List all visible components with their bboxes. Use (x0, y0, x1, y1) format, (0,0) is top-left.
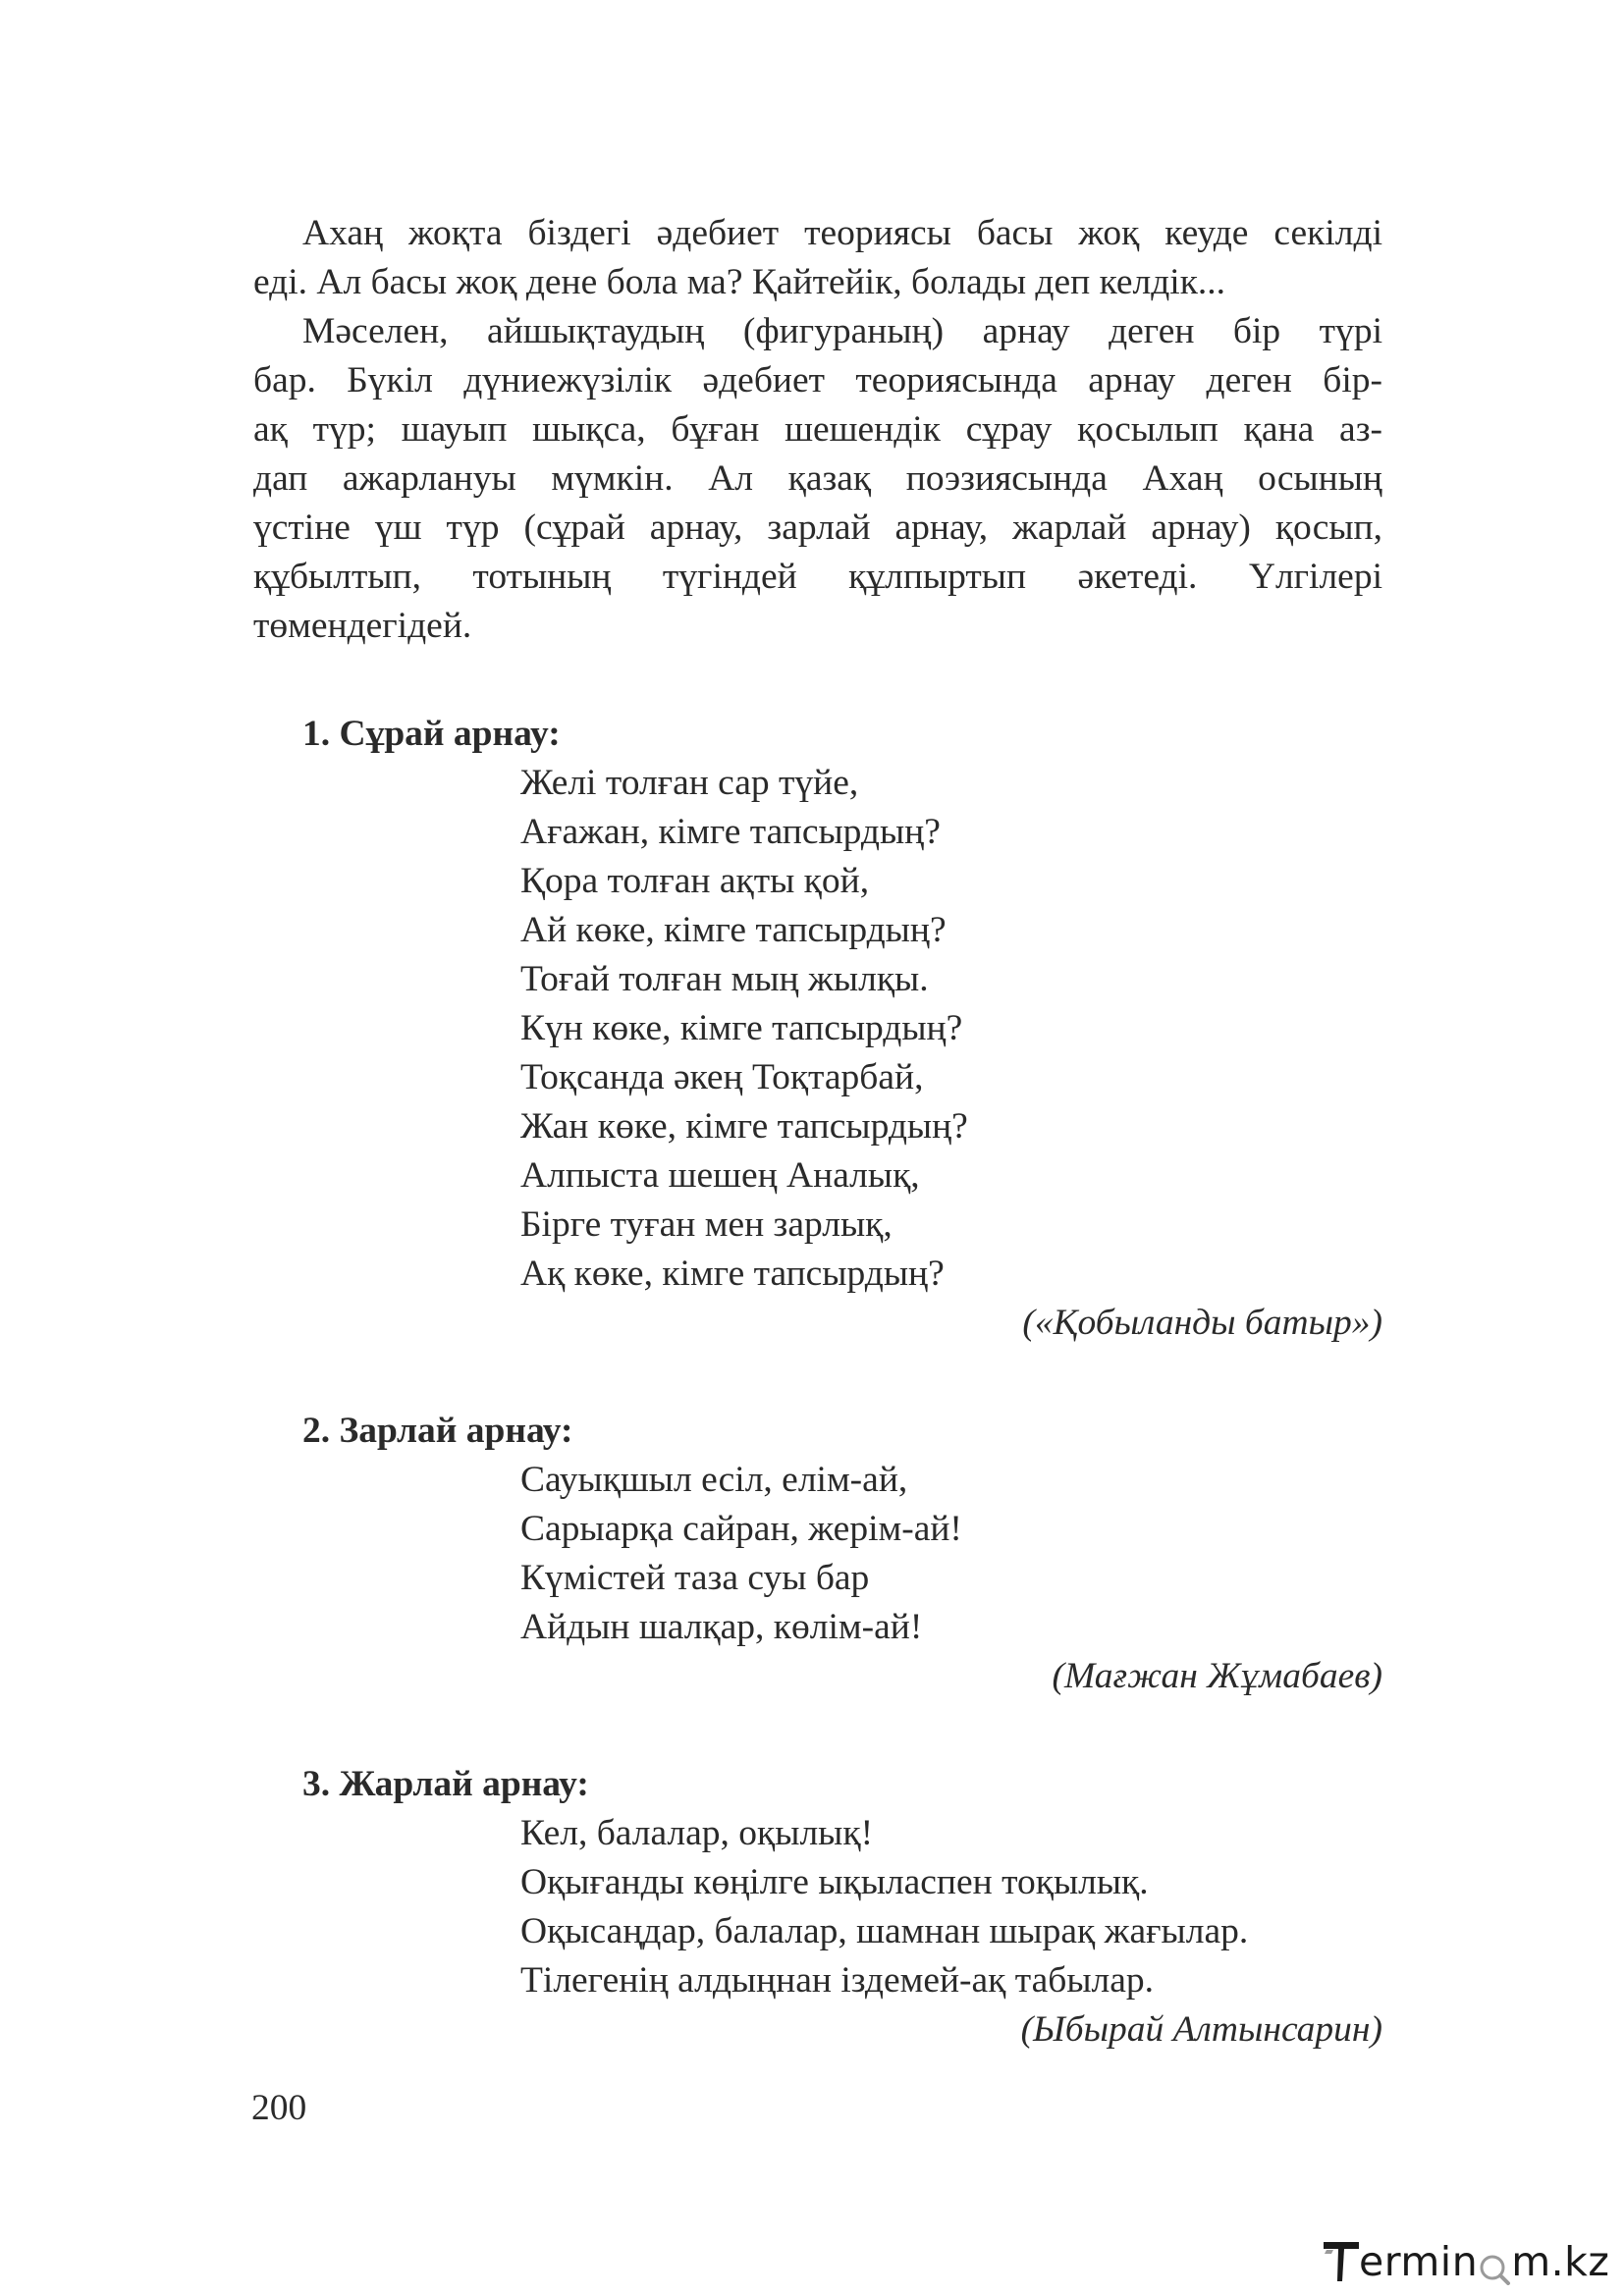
verse-line: Күн көке, кімге тапсырдың? (520, 1008, 963, 1048)
magnifier-icon (1478, 2246, 1511, 2285)
verse-line: Оқығанды көңілге ықыласпен тоқылық. (520, 1862, 1149, 1902)
verse-line: Алпыста шешең Аналық, (520, 1155, 920, 1196)
text-line: еді. Ал басы жоқ дене бола ма? Қайтейік, болады деп келдік... (253, 262, 1226, 302)
text-line: төмендегідей. (253, 606, 472, 646)
text-line: құбылтып, тотының түгіндей құлпыртып әкетеді. Үлгілері (253, 557, 1382, 597)
verse-line: Бірге туған мен зарлық, (520, 1204, 893, 1245)
text-line: ақ түр; шауып шықса, бұған шешендік сұрау қосылып қана аз- (253, 409, 1382, 450)
source-attribution-2: (Мағжан Жұмабаев) (1052, 1656, 1382, 1696)
verse-line: Тілегенің алдыңнан іздемей-ақ табылар. (520, 1960, 1155, 2001)
section-heading-3: 3. Жарлай арнау: (302, 1764, 589, 1804)
verse-line: Күмістей таза суы бар (520, 1558, 870, 1598)
verse-line: Оқысаңдар, балалар, шамнан шырақ жағылар. (520, 1911, 1249, 1951)
verse-line: Ақ көке, кімге тапсырдың? (520, 1254, 945, 1294)
page-number: 200 (251, 2088, 307, 2128)
text-line: Ахаң жоқта біздегі әдебиет теориясы басы жоқ кеуде секілді (302, 213, 1382, 253)
intro-paragraph-2 (253, 307, 1382, 651)
text-line: Мәселен, айшықтаудың (фигураның) арнау деген бір түрі (302, 311, 1382, 351)
verse-block-2 (520, 1456, 962, 1652)
section-heading-1: 1. Сұрай арнау: (302, 714, 561, 754)
watermark-text-before: ermin (1359, 2238, 1479, 2285)
verse-line: Айдын шалқар, көлім-ай! (520, 1607, 923, 1647)
verse-line: Желі толған сар түйе, (520, 763, 859, 803)
verse-line: Кел, балалар, оқылық! (520, 1813, 874, 1853)
section-heading-2: 2. Зарлай арнау: (302, 1411, 573, 1451)
intro-paragraph-1 (253, 209, 1382, 307)
text-line: бар. Бүкіл дүниежүзілік әдебиет теориясында арнау деген бір- (253, 360, 1382, 400)
watermark-text-after: m.kz (1511, 2238, 1610, 2285)
t-logo-icon (1324, 2238, 1359, 2285)
verse-line: Сарыарқа сайран, жерім-ай! (520, 1509, 962, 1549)
verse-line: Қора толған ақты қой, (520, 861, 870, 901)
source-attribution-3: (Ыбырай Алтынсарин) (1020, 2009, 1382, 2050)
source-attribution-1: («Қобыланды батыр») (1022, 1303, 1382, 1343)
verse-line: Тоғай толған мың жылқы. (520, 959, 929, 999)
verse-block-3 (520, 1809, 1248, 2005)
text-line: үстіне үш түр (сұрай арнау, зарлай арнау, жарлай арнау) қосып, (253, 507, 1382, 548)
terminqom-watermark (1324, 2230, 1609, 2285)
verse-line: Тоқсанда әкең Тоқтарбай, (520, 1057, 924, 1097)
verse-line: Ай көке, кімге тапсырдың? (520, 910, 947, 950)
verse-block-1 (520, 759, 968, 1299)
text-line: дап ажарлануы мүмкін. Ал қазақ поэзиясында Ахаң осының (253, 458, 1382, 499)
verse-line: Сауықшыл есіл, елім-ай, (520, 1460, 908, 1500)
verse-line: Жан көке, кімге тапсырдың? (520, 1106, 968, 1147)
verse-line: Ағажан, кімге тапсырдың? (520, 812, 941, 852)
